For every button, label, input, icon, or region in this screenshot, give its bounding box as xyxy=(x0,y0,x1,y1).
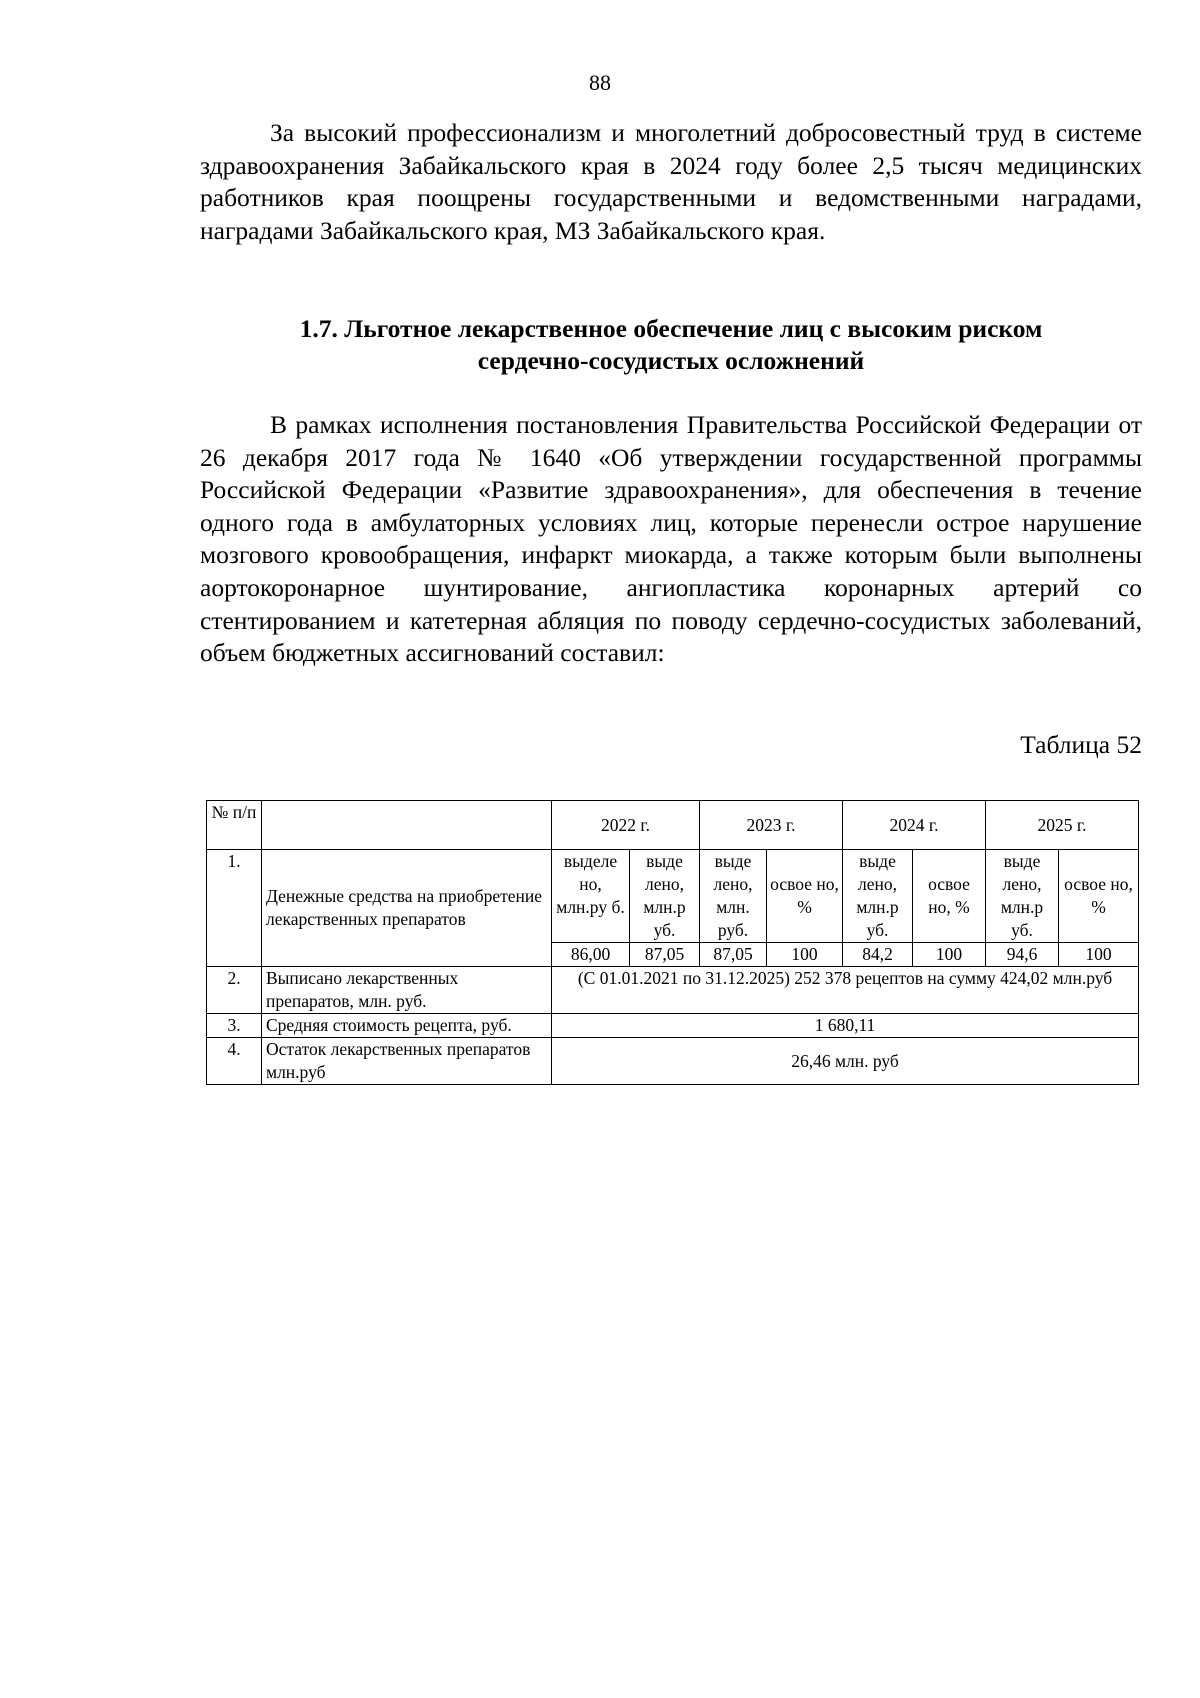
value-cell: 100 xyxy=(913,943,986,967)
row-number: 4. xyxy=(207,1038,262,1085)
row-number: 1. xyxy=(207,850,262,967)
row-value: (С 01.01.2021 по 31.12.2025) 252 378 рецептов на сумму 424,02 млн.руб xyxy=(552,967,1139,1014)
sub-header-2023-allocated: выде лено, млн. руб. xyxy=(700,850,767,943)
sub-header-2022-allocated-2: выде лено, млн.р уб. xyxy=(630,850,700,943)
year-2023-header: 2023 г. xyxy=(700,801,843,850)
row-label: Остаток лекарственных препаратов млн.руб xyxy=(262,1038,552,1085)
section-heading-line-1: 1.7. Льготное лекарственное обеспечение лиц с высоким риском xyxy=(299,314,1043,343)
year-2024-header: 2024 г. xyxy=(843,801,986,850)
row-label: Выписано лекарственных препаратов, млн. руб. xyxy=(262,967,552,1014)
sub-header-2022-allocated: выделе но, млн.ру б. xyxy=(552,850,630,943)
row-number: 2. xyxy=(207,967,262,1014)
row-label: Денежные средства на приобретение лекарственных препаратов xyxy=(262,850,552,967)
sub-header-2023-spent: освое но, % xyxy=(767,850,843,943)
value-cell: 87,05 xyxy=(630,943,700,967)
drug-supply-table xyxy=(206,800,1139,1085)
value-cell: 94,6 xyxy=(986,943,1059,967)
page-number: 88 xyxy=(589,70,611,95)
value-cell: 86,00 xyxy=(552,943,630,967)
sub-header-2025-allocated: выде лено, млн.р уб. xyxy=(986,850,1059,943)
year-2025-header: 2025 г. xyxy=(986,801,1139,850)
row-value: 26,46 млн. руб xyxy=(552,1038,1139,1085)
sub-header-2024-spent: освое но, % xyxy=(913,850,986,943)
label-header xyxy=(262,801,552,850)
paragraph-budget: В рамках исполнения постановления Правительства Российской Федерации от 26 декабря 2017 года № 1640 «Об утверждении государственной программы Российской Федерации «Развитие здравоохранения», для обеспечения в течение одного года в амбулаторных условиях лиц, которые перенесли острое нарушение мозгового кровообращения, инфаркт миокарда, а также которым были выполнены аортокоронарное шунтирование, ангиопластика коронарных артерий со стентированием и катетерная абляция по поводу сердечно-сосудистых заболеваний, объем бюджетных ассигнований составил: xyxy=(200,410,1142,668)
value-cell: 87,05 xyxy=(700,943,767,967)
row-value: 1 680,11 xyxy=(552,1014,1139,1038)
table-row xyxy=(207,1038,1139,1085)
table-header-row xyxy=(207,801,1139,850)
table-row xyxy=(207,850,1139,943)
sub-header-2025-spent: освое но, % xyxy=(1059,850,1139,943)
table-row xyxy=(207,1014,1139,1038)
section-heading xyxy=(200,313,1142,377)
paragraph-awards: За высокий профессионализм и многолетний добросовестный труд в системе здравоохранения Забайкальского края в 2024 году более 2,5 тысяч медицинских работников края поощрены государственными и ведомственными наградами, наградами Забайкальского края, МЗ Забайкальского края. xyxy=(200,118,1142,245)
row-number: 3. xyxy=(207,1014,262,1038)
table-caption: Таблица 52 xyxy=(1020,730,1142,759)
num-header: № п/п xyxy=(207,801,262,850)
value-cell: 100 xyxy=(1059,943,1139,967)
value-cell: 100 xyxy=(767,943,843,967)
table-container xyxy=(206,800,1138,1085)
section-heading-line-2: сердечно-сосудистых осложнений xyxy=(477,346,865,375)
sub-header-2024-allocated: выде лено, млн.р уб. xyxy=(843,850,913,943)
value-cell: 84,2 xyxy=(843,943,913,967)
table-row xyxy=(207,967,1139,1014)
row-label: Средняя стоимость рецепта, руб. xyxy=(262,1014,552,1038)
year-2022-header: 2022 г. xyxy=(552,801,700,850)
